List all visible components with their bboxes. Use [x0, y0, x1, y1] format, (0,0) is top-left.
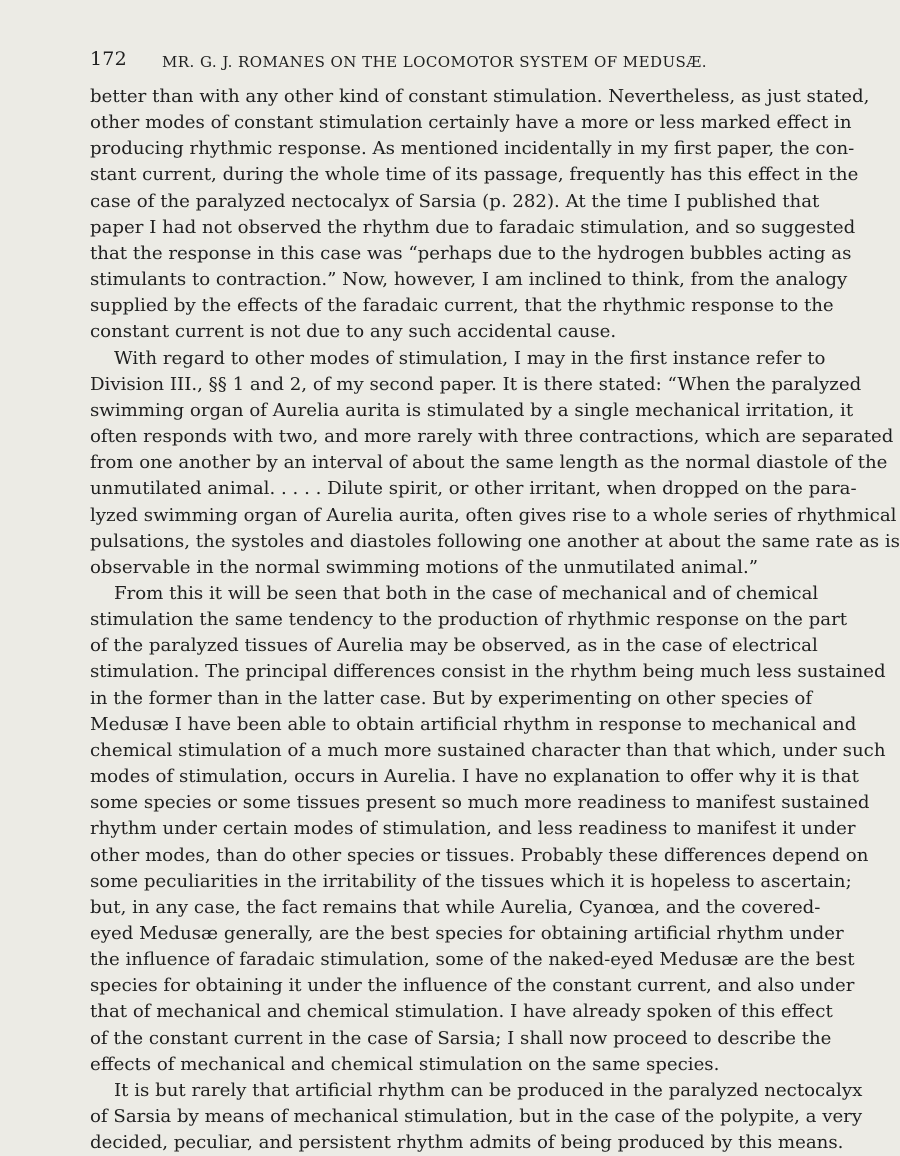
text-line: other modes, than do other species or tissues. Probably these differences depend on [90, 844, 869, 866]
text-line: case of the paralyzed nectocalyx of Sarsia (p. 282). At the time I published that [90, 190, 820, 212]
text-line: observable in the normal swimming motions of the unmutilated animal.” [90, 556, 759, 578]
paragraph-3 [90, 581, 886, 1078]
text-line: stimulation the same tendency to the production of rhythmic response on the part [90, 609, 848, 631]
text-line: Medusæ I have been able to obtain artificial rhythm in response to mechanical and [90, 713, 857, 735]
text-line: some species or some tissues present so much more readiness to manifest sustained [90, 792, 870, 814]
main-text [90, 84, 900, 1156]
text-line: stimulation. The principal differences consist in the rhythm being much less sustained [90, 661, 886, 683]
text-line: supplied by the effects of the faradaic current, that the rhythmic response to the [90, 295, 834, 317]
text-line: pulsations, the systoles and diastoles following one another at about the same rate as is [90, 530, 900, 552]
text-line: some peculiarities in the irritability of the tissues which it is hopeless to ascertain; [90, 870, 852, 892]
text-line: other modes of constant stimulation certainly have a more or less marked effect in [90, 112, 852, 134]
text-line: the influence of faradaic stimulation, some of the naked-eyed Medusæ are the best [90, 949, 855, 971]
text-line: species for obtaining it under the influence of the constant current, and also under [90, 975, 855, 997]
running-header [90, 48, 740, 72]
text-line: With regard to other modes of stimulation, I may in the first instance refer to [114, 347, 826, 369]
text-line: From this it will be seen that both in the case of mechanical and of chemical [114, 582, 819, 604]
text-line: that the response in this case was “perhaps due to the hydrogen bubbles acting as [90, 242, 852, 264]
text-line: lyzed swimming organ of Aurelia aurita, often gives rise to a whole series of rhythmical [90, 504, 897, 526]
text-line: stant current, during the whole time of its passage, frequently has this effect in the [90, 164, 859, 186]
text-line: unmutilated animal. . . . . Dilute spirit, or other irritant, when dropped on the para- [90, 478, 857, 500]
text-line: but, in any case, the fact remains that while Aurelia, Cyanœa, and the covered- [90, 896, 821, 918]
text-line: paper I had not observed the rhythm due to faradaic stimulation, and so suggested [90, 216, 856, 238]
text-line: better than with any other kind of constant stimulation. Nevertheless, as just stated, [90, 86, 870, 107]
paragraph-2 [90, 346, 900, 581]
text-line: constant current is not due to any such accidental cause. [90, 321, 617, 343]
running-title: MR. G. J. ROMANES ON THE LOCOMOTOR SYSTEM OF MEDUSÆ. [162, 53, 707, 71]
text-line: chemical stimulation of a much more sustained character than that which, under such [90, 739, 886, 761]
text-line: It is but rarely that artificial rhythm can be produced in the paralyzed nectocalyx [114, 1079, 863, 1101]
text-line: modes of stimulation, occurs in Aurelia. I have no explanation to offer why it is that [90, 766, 859, 788]
text-line: decided, peculiar, and persistent rhythm admits of being produced by this means. [90, 1132, 844, 1154]
text-line: eyed Medusæ generally, are the best species for obtaining artificial rhythm under [90, 923, 844, 944]
text-line: rhythm under certain modes of stimulation, and less readiness to manifest it under [90, 818, 856, 840]
text-line: that of mechanical and chemical stimulation. I have already spoken of this effect [90, 1001, 833, 1023]
text-line: effects of mechanical and chemical stimulation on the same species. [90, 1053, 720, 1075]
text-line: producing rhythmic response. As mentioned incidentally in my first paper, the con- [90, 138, 855, 160]
paragraph-1 [90, 84, 870, 346]
text-line: in the former than in the latter case. But by experimenting on other species of [90, 687, 813, 709]
text-line: Division III., §§ 1 and 2, of my second paper. It is there stated: “When the paralyzed [90, 373, 862, 395]
text-line: of the paralyzed tissues of Aurelia may be observed, as in the case of electrical [90, 635, 818, 657]
text-line: of Sarsia by means of mechanical stimulation, but in the case of the polypite, a very [90, 1106, 863, 1128]
text-line: from one another by an interval of about the same length as the normal diastole of the [90, 452, 888, 474]
text-line: swimming organ of Aurelia aurita is stimulated by a single mechanical irritation, it [90, 399, 854, 421]
text-line: often responds with two, and more rarely with three contractions, which are separated [90, 426, 894, 448]
text-line: stimulants to contraction.” Now, however, I am inclined to think, from the analogy [90, 269, 848, 291]
paragraph-4 [90, 1078, 863, 1156]
page-number: 172 [90, 48, 127, 70]
text-line: of the constant current in the case of Sarsia; I shall now proceed to describe the [90, 1027, 832, 1049]
